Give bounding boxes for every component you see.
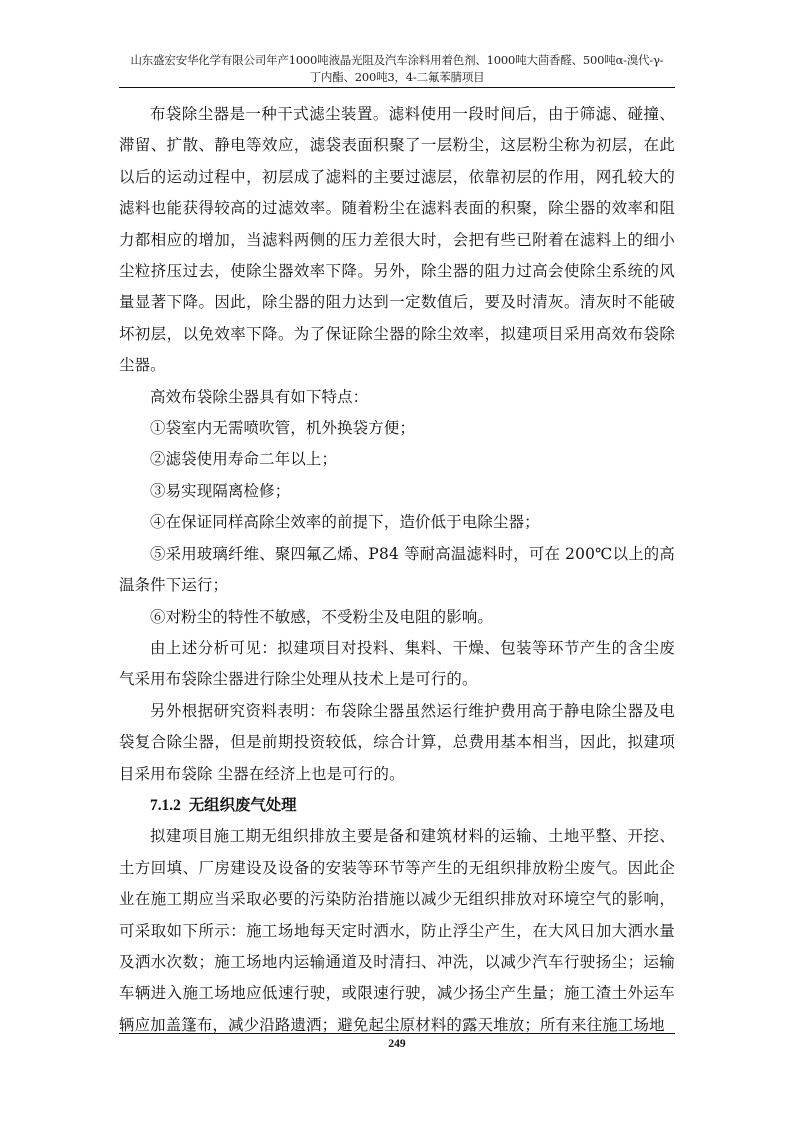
paragraph-economic-feasibility: 另外根据研究资料表明：布袋除尘器虽然运行维护费用高于静电除尘器及电袋复合除尘器，但是前期投资较低，综合计算，总费用基本相当，因此，拟建项目采用布袋除 尘器在经济上也是可行的。: [119, 701, 675, 783]
section-heading: [119, 790, 675, 821]
list-item-feature-3: ③易实现隔离检修；: [150, 481, 291, 500]
section-title: 无组织废气处理: [188, 796, 297, 814]
list-item-feature-2: ②滤袋使用寿命二年以上；: [150, 450, 338, 469]
paragraph-fugitive-emissions: 拟建项目施工期无组织排放主要是备和建筑材料的运输、土地平整、开挖、土方回填、厂房建设及设备的安装等环节等产生的无组织排放粉尘废气。因此企业在施工期应当采取必要的污染防治措施以减少无组织排放对环境空气的影响，可采取如下所示：施工场地每天定时洒水，防止浮尘产生，在大风日加大洒水量及洒水次数；施工场地内运输通道及时清扫、冲洗，以减少汽车行驶扬尘；运输车辆进入施工场地应低速行驶，或限速行驶，减少扬尘产生量；施工渣土外运车辆应加盖篷布，减少沿路遗洒；避免起尘原材料的露天堆放；所有来往施工场地: [119, 827, 675, 1034]
list-item-feature-4: ④在保证同样高除尘效率的前提下，造价低于电除尘器；: [150, 513, 540, 532]
list-item-feature-5: ⑤采用玻璃纤维、聚四氟乙烯、P84 等耐高温滤料时，可在 200℃以上的高温条件下运行；: [119, 544, 675, 595]
header-divider: [119, 87, 675, 88]
page-number: 249: [388, 1038, 406, 1050]
page-header: [119, 52, 675, 86]
footer-divider: [119, 1033, 675, 1034]
list-item-feature-6: ⑥对粉尘的特性不敏感，不受粉尘及电阻的影响。: [150, 607, 493, 626]
header-title-line-1: 山东盛宏安华化学有限公司年产1000吨液晶光阻及汽车涂料用着色剂、1000吨大茴香醛、500吨α-溴代-γ-: [130, 53, 664, 67]
paragraph-bag-filter-principle: 布袋除尘器是一种干式滤尘装置。滤料使用一段时间后，由于筛滤、碰撞、滞留、扩散、静电等效应，滤袋表面积聚了一层粉尘，这层粉尘称为初层，在此以后的运动过程中，初层成了滤料的主要过滤层，依靠初层的作用，网孔较大的滤料也能获得较高的过滤效率。随着粉尘在滤料表面的积聚，除尘器的效率和阻力都相应的增加，当滤料两侧的压力差很大时，会把有些已附着在滤料上的细小尘粒挤压过去，使除尘器效率下降。另外，除尘器的阻力过高会使除尘系统的风量显著下降。因此，除尘器的阻力达到一定数值后，要及时清灰。清灰时不能破坏初层，以免效率下降。为了保证除尘器的除尘效率，拟建项目采用高效布袋除尘器。: [119, 105, 675, 375]
section-number: 7.1.2: [150, 796, 181, 814]
paragraph-features-intro: 高效布袋除尘器具有如下特点：: [150, 387, 369, 406]
list-item-feature-1: ①袋室内无需喷吹管，机外换袋方便；: [150, 419, 416, 438]
header-title-line-2: 丁内酯、200吨3，4-二氟苯腈项目: [309, 70, 485, 84]
paragraph-technical-feasibility: 由上述分析可见：拟建项目对投料、集料、干燥、包装等环节产生的含尘废气采用布袋除尘器进行除尘处理从技术上是可行的。: [119, 638, 675, 689]
document-body: [119, 99, 675, 1041]
